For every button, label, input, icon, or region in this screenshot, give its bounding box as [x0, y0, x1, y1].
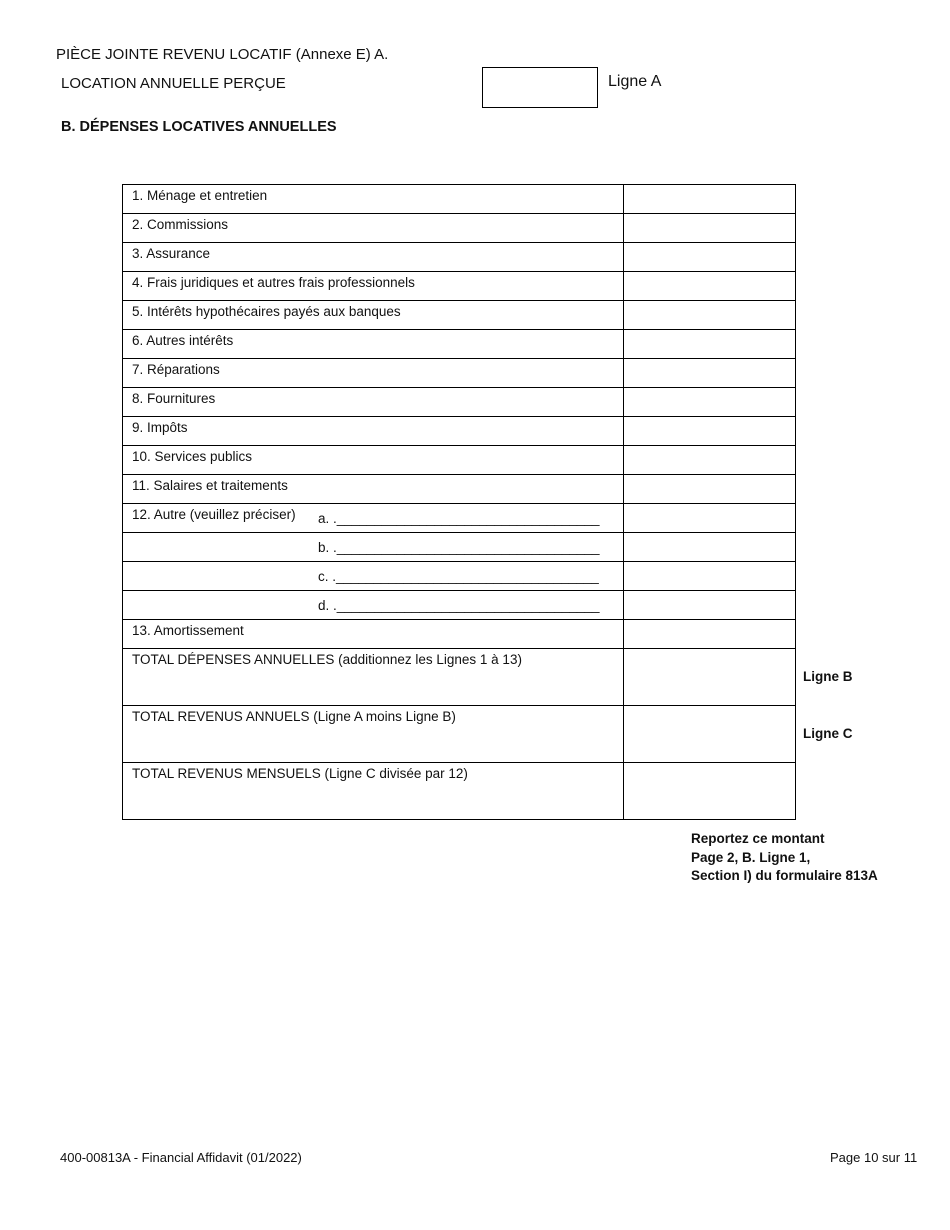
total-annual-expenses-input[interactable] [624, 649, 796, 706]
table-row [123, 446, 796, 475]
table-row [123, 649, 796, 706]
table-row [123, 417, 796, 446]
table-row [123, 504, 796, 533]
expense-label: 6. Autres intérêts [123, 330, 624, 359]
table-row [123, 763, 796, 820]
annual-rent-input[interactable] [482, 67, 598, 108]
expense-label: 4. Frais juridiques et autres frais professionnels [123, 272, 624, 301]
expenses-table [122, 184, 796, 820]
expense-label: 5. Intérêts hypothécaires payés aux banques [123, 301, 624, 330]
attachment-title: PIÈCE JOINTE REVENU LOCATIF (Annexe E) A. [56, 46, 389, 63]
table-row [123, 272, 796, 301]
expense-label: 7. Réparations [123, 359, 624, 388]
expense-amount-input[interactable] [624, 562, 796, 591]
footer-form-id: 400-00813A - Financial Affidavit (01/2022) [60, 1150, 302, 1165]
expense-amount-input[interactable] [624, 330, 796, 359]
expense-amount-input[interactable] [624, 504, 796, 533]
report-note-line: Page 2, B. Ligne 1, [691, 849, 811, 865]
table-row [123, 620, 796, 649]
table-row [123, 706, 796, 763]
expense-amount-input[interactable] [624, 591, 796, 620]
expense-amount-input[interactable] [624, 243, 796, 272]
report-note-line: Section I) du formulaire 813A [691, 868, 878, 883]
table-row [123, 185, 796, 214]
total-annual-income-label: TOTAL REVENUS ANNUELS (Ligne A moins Ligne B) [123, 706, 624, 763]
expense-amount-input[interactable] [624, 214, 796, 243]
other-expense-line-d[interactable]: d. .___________________________________ [318, 598, 600, 613]
other-expense-label: 12. Autre (veuillez préciser) [132, 507, 296, 522]
amortization-label: 13. Amortissement [123, 620, 624, 649]
table-row [123, 475, 796, 504]
other-expense-line-c[interactable]: c. .___________________________________ [318, 569, 599, 584]
table-row [123, 243, 796, 272]
other-expense-line-a[interactable]: a. .___________________________________ [318, 511, 600, 526]
other-expense-cell [123, 533, 624, 562]
expense-amount-input[interactable] [624, 475, 796, 504]
expense-label: 11. Salaires et traitements [123, 475, 624, 504]
expense-label: 3. Assurance [123, 243, 624, 272]
expense-label: 1. Ménage et entretien [123, 185, 624, 214]
table-row [123, 533, 796, 562]
expense-amount-input[interactable] [624, 533, 796, 562]
annual-rent-label: LOCATION ANNUELLE PERÇUE [61, 75, 286, 92]
total-monthly-income-input[interactable] [624, 763, 796, 820]
other-expense-cell [123, 562, 624, 591]
expense-amount-input[interactable] [624, 272, 796, 301]
expense-amount-input[interactable] [624, 417, 796, 446]
section-b-heading: B. DÉPENSES LOCATIVES ANNUELLES [61, 119, 337, 135]
table-row [123, 591, 796, 620]
ligne-b-label: Ligne B [803, 669, 853, 684]
report-note [691, 830, 878, 886]
report-note-line: Reportez ce montant [691, 831, 825, 846]
table-row [123, 359, 796, 388]
footer-page-number: Page 10 sur 11 [830, 1150, 918, 1165]
total-annual-income-input[interactable] [624, 706, 796, 763]
other-expense-line-b[interactable]: b. .___________________________________ [318, 540, 600, 555]
other-expense-cell [123, 591, 624, 620]
expense-label: 10. Services publics [123, 446, 624, 475]
expense-label: 8. Fournitures [123, 388, 624, 417]
expense-amount-input[interactable] [624, 446, 796, 475]
other-expense-cell [123, 504, 624, 533]
expense-amount-input[interactable] [624, 388, 796, 417]
table-row [123, 214, 796, 243]
expense-label: 2. Commissions [123, 214, 624, 243]
ligne-a-label: Ligne A [608, 73, 662, 90]
table-row [123, 562, 796, 591]
expense-amount-input[interactable] [624, 301, 796, 330]
ligne-c-label: Ligne C [803, 726, 853, 741]
expense-label: 9. Impôts [123, 417, 624, 446]
total-annual-expenses-label: TOTAL DÉPENSES ANNUELLES (additionnez les Lignes 1 à 13) [123, 649, 624, 706]
expense-amount-input[interactable] [624, 185, 796, 214]
total-monthly-income-label: TOTAL REVENUS MENSUELS (Ligne C divisée par 12) [123, 763, 624, 820]
table-row [123, 330, 796, 359]
table-row [123, 388, 796, 417]
amortization-amount-input[interactable] [624, 620, 796, 649]
expense-amount-input[interactable] [624, 359, 796, 388]
table-row [123, 301, 796, 330]
